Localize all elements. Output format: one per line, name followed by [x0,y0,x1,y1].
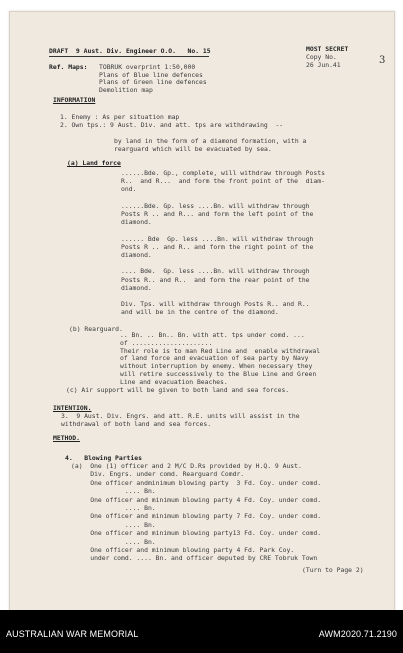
method-heading: METHOD. [53,434,80,442]
own-troops-line: 2. Own tps.: 9 Aust. Div. and att. tps are withdrawing -- [60,121,284,129]
text-line: and will be in the centre of the diamond. [121,308,279,317]
text-line: .... Bde. Gp. less ....Bn. will withdraw through [121,267,310,276]
document-sheet [9,11,395,611]
copy-number: 3 [379,55,386,66]
text-line: .... Bn. [71,537,156,546]
rearguard-label: (b) Rearguard. [69,325,123,333]
document-date: 26 Jun.41 [306,61,341,69]
turn-over-note: (Turn to Page 2) [302,566,364,574]
text-line: Div. Engrs. under comd. Rearguard Comdr. [71,470,245,479]
text-line: ......Bde. Gp. less ....Bn. will withdraw through [121,201,310,210]
text-line: ...... Bde Gp. less ....Bn. will withdraw through [121,234,314,243]
text-line: One officer and minimum blowing party13 Fd. Coy. under comd. [71,529,322,538]
text-line: .. Bn. .. Bn.. Bn. with att. tps under comd. ... [120,331,305,339]
text-line: rearguard which will be evacuated by sea. [114,145,272,153]
text-line: under comd. .... Bn. and officer deputed by CRE Tobruk Town [71,554,318,563]
intention-heading: INTENTION. [53,404,92,412]
text-line: of land force and evacuation of sea party by Navy [120,354,309,363]
ref-map-line: Plans of Blue line defences [99,70,203,79]
text-line: of ..................... [120,338,213,347]
text-line: Div. Tps. will withdraw through Posts R.. and R.. [121,300,310,309]
ref-map-line: Demolition map [99,85,153,94]
classification-label: MOST SECRET [306,45,349,53]
text-line: withdrawal of both land and sea forces. [61,420,212,428]
air-support-line: (c) Air support will be given to both land and sea forces. [66,386,290,394]
text-line: 3. 9 Aust. Div. Engrs. and att. R.E. units will assist in the [61,412,300,420]
text-line: One officer and minimum blowing party 4 Fd. Park Coy. [71,546,295,554]
text-line: Posts R .. and R.. and form the right point of the [121,242,314,251]
text-line: Line and evacuation Beaches. [120,377,228,386]
archive-reference: AWM2020.71.2190 [318,629,397,639]
text-line: .... Bn. [71,520,156,529]
text-line: R.. and R... and form the front point of the diam- [121,177,325,186]
blowing-parties-heading: 4. Blowing Parties [65,454,142,462]
text-line: Posts R .. and R... and form the left point of the [121,210,314,218]
text-line: One officer and minimum blowing party 7 Fd. Coy. under comd. [71,512,322,521]
text-line: Posts R.. and R.. and form the rear point of the [121,275,310,284]
ref-maps-label: Ref. Maps: [49,63,88,71]
copy-number-label: Copy No. [306,53,337,61]
text-line: One officer andminimum blowing party 3 Fd. Coy. under comd. [71,478,322,487]
text-line: ......Bde. Gp., complete, will withdraw through Posts [121,169,325,177]
text-line: .... Bn. [71,504,156,512]
ref-map-line: TOBRUK overprint 1:50,000 [99,63,196,71]
text-line: (a) One (1) officer and 2 M/C D.Rs provided by H.Q. 9 Aust. [71,462,302,470]
archive-footer [0,610,403,653]
information-heading: INFORMATION [53,96,96,104]
title-underline [49,56,209,57]
text-line: diamond. [121,218,152,227]
land-force-label: (a) Land force [67,159,121,167]
text-line: .... Bn. [71,487,156,496]
text-line: diamond. [121,283,152,292]
text-line: ond. [121,185,137,194]
text-line: without interruption by enemy. When necessary they [120,362,313,371]
text-line: Their role is to man Red Line and enable withdrawal [120,346,321,355]
text-line: One officer and minimum blowing party 4 Fd. Coy. under comd. [71,495,322,504]
text-line: diamond. [121,251,152,259]
enemy-line: 1. Enemy : As per situation map [60,113,180,121]
text-line: by land in the form of a diamond formation, with a [114,137,307,145]
archive-source: AUSTRALIAN WAR MEMORIAL [6,629,139,639]
ref-map-line: Plans of Green line defences [99,78,207,87]
text-line: will retire successively to the Blue Line and Green [120,370,317,378]
document-title: DRAFT 9 Aust. Div. Engineer O.O. No. 15 [49,47,211,55]
